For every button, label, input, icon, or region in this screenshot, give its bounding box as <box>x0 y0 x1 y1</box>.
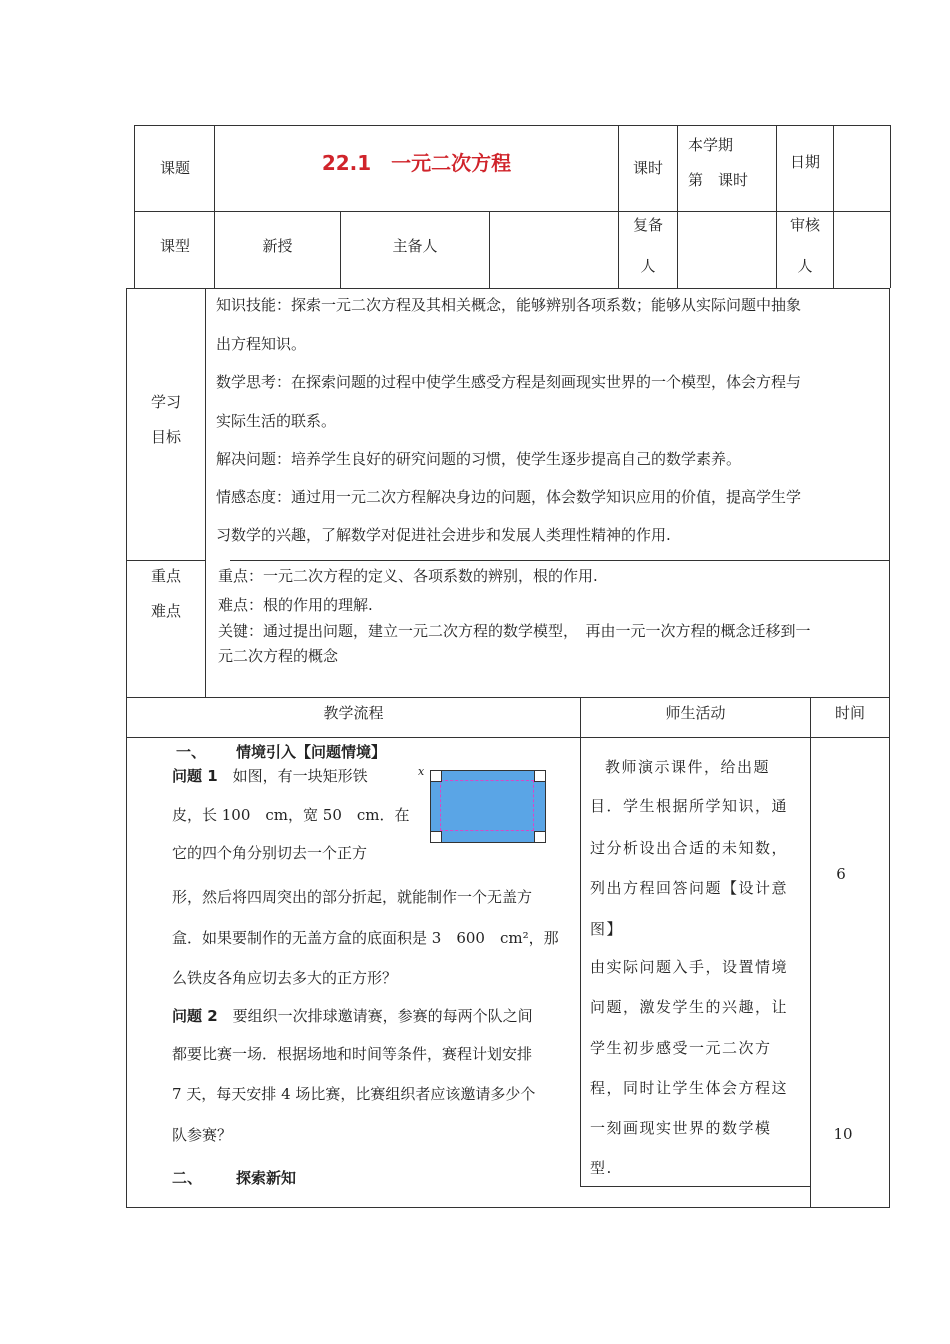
question-2-line: 都要比赛一场．根据场地和时间等条件，赛程计划安排 <box>172 1045 533 1063</box>
time-value: 6 <box>836 865 846 883</box>
activity-line: 问题，激发学生的兴趣，让 <box>590 998 789 1016</box>
corner-square-shape <box>430 831 442 843</box>
goal-line: 解决问题：培养学生良好的研究问题的习惯，使学生逐步提高自己的数学素养。 <box>216 450 742 468</box>
auditor-label-1: 审核 <box>789 216 820 234</box>
goal-line: 情感态度：通过用一元二次方程解决身边的问题，体会数学知识应用的价值，提高学生学 <box>216 488 802 506</box>
activity-line: 列出方程回答问题【设计意 <box>590 879 789 897</box>
question-2-line: 7 天，每天安排 4 场比赛，比赛组织者应该邀请多少个 <box>172 1085 536 1103</box>
corner-square-shape <box>534 770 546 782</box>
activity-line: 学生初步感受一元二次方 <box>590 1039 772 1057</box>
lesson-title: 22.1 一元二次方程 <box>321 151 512 175</box>
activity-header: 师生活动 <box>665 704 726 722</box>
section-2-title: 探索新知 <box>236 1169 297 1187</box>
activity-line: 一刻画现实世界的数学模 <box>590 1119 772 1137</box>
question-2-line: 队参赛？ <box>172 1126 233 1144</box>
term-line-1: 本学期 <box>688 136 734 154</box>
fold-line-shape <box>440 780 534 831</box>
key-label-1: 重点 <box>150 567 181 585</box>
period-label: 课时 <box>632 159 663 177</box>
activity-line: 程，同时让学生体会方程这 <box>590 1079 789 1097</box>
key-line: 难点：根的作用的理解. <box>218 596 373 614</box>
question-1-line: 如图，有一块矩形铁 <box>217 767 368 785</box>
section-2-number: 二、 <box>172 1169 203 1187</box>
time-header: 时间 <box>834 704 865 722</box>
type-value: 新授 <box>262 237 293 255</box>
activity-line: 目．学生根据所学知识，通 <box>590 797 789 815</box>
activity-line: 教师演示课件，给出题 <box>605 758 771 776</box>
question-1-line: 皮，长 100 cm，宽 50 cm．在 <box>172 806 410 824</box>
key-line: 元二次方程的概念 <box>218 647 339 665</box>
question-2-label: 问题 2 <box>172 1007 218 1025</box>
key-label-2: 难点 <box>150 602 181 620</box>
question-1-line: 盒．如果要制作的无盖方盒的底面积是 3 600 cm²，那 <box>172 929 559 947</box>
section-1-number: 一、 <box>176 743 207 761</box>
goal-line: 出方程知识。 <box>216 335 307 353</box>
question-1-line: 么铁皮各角应切去多大的正方形？ <box>172 969 398 987</box>
term-line-2: 第 课时 <box>688 171 749 189</box>
figure-x-label: x <box>418 765 425 778</box>
goal-line: 实际生活的联系。 <box>216 412 337 430</box>
reviewer-label-1: 复备 <box>632 216 663 234</box>
flow-header: 教学流程 <box>323 704 384 722</box>
question-2-line: 要组织一次排球邀请赛，参赛的每两个队之间 <box>217 1007 533 1025</box>
goal-line: 习数学的兴趣，了解数学对促进社会进步和发展人类理性精神的作用. <box>216 526 671 544</box>
preparer-label: 主备人 <box>392 237 438 255</box>
key-line: 重点：一元二次方程的定义、各项系数的辨别，根的作用. <box>218 567 598 585</box>
iron-sheet-figure <box>418 766 548 846</box>
key-line: 关键：通过提出问题，建立一元二次方程的数学模型， 再由一元一次方程的概念迁移到一 <box>218 622 811 640</box>
question-1-label: 问题 1 <box>172 767 218 785</box>
goals-label-2: 目标 <box>150 428 181 446</box>
section-1-title: 情境引入【问题情境】 <box>236 743 387 761</box>
time-value: 10 <box>833 1125 853 1143</box>
type-label: 课型 <box>159 237 190 255</box>
question-1-line: 形，然后将四周突出的部分折起，就能制作一个无盖方 <box>172 888 533 906</box>
corner-square-shape <box>534 831 546 843</box>
activity-line: 型. <box>590 1159 613 1177</box>
corner-square-shape <box>430 770 442 782</box>
auditor-label-2: 人 <box>797 257 813 275</box>
activity-line: 由实际问题入手，设置情境 <box>590 958 789 976</box>
reviewer-label-2: 人 <box>640 257 656 275</box>
goal-line: 数学思考：在探索问题的过程中使学生感受方程是刻画现实世界的一个模型，体会方程与 <box>216 373 802 391</box>
lesson-label: 课题 <box>159 159 190 177</box>
activity-line: 图】 <box>590 920 624 938</box>
activity-line: 过分析设出合适的未知数， <box>590 839 789 857</box>
question-1-line: 它的四个角分别切去一个正方 <box>172 844 368 862</box>
goals-label-1: 学习 <box>150 393 181 411</box>
date-label: 日期 <box>789 153 820 171</box>
goal-line: 知识技能：探索一元二次方程及其相关概念，能够辨别各项系数；能够从实际问题中抽象 <box>216 296 802 314</box>
